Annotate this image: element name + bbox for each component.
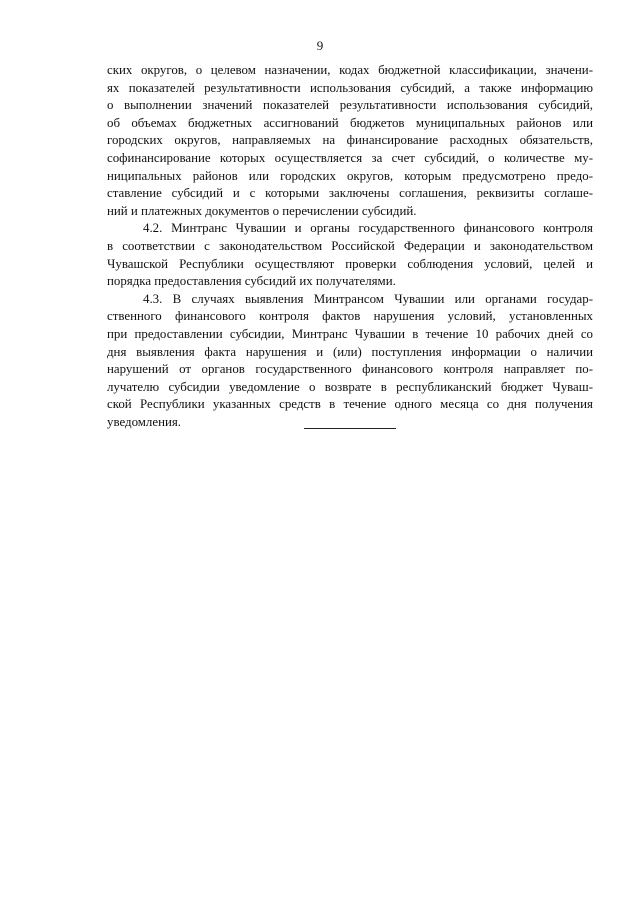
text-line: порядка предоставления субсидий их получателями. [107,274,396,289]
text-line: 4.3. В случаях выявления Минтрансом Чувашии или органами государ- [143,291,593,306]
text-line: ях показателей результативности использования субсидий, а также информацию [107,80,593,95]
text-line: лучателю субсидии уведомление о возврате в республиканский бюджет Чуваш- [107,379,593,394]
text-line: городских округов, направляемых на финансирование расходных обязательств, [107,133,593,148]
end-divider-line [304,428,396,429]
text-line: ниципальных районов или городских округов, которым предусмотрено предо- [107,168,593,183]
text-line: ской Республики указанных средств в течение одного месяца со дня получения [107,397,593,412]
text-line: ставление субсидий и с которыми заключены соглашения, реквизиты соглаше- [107,186,593,201]
paragraph-4-2 [107,220,593,290]
text-line: о выполнении значений показателей результативности использования субсидий, [107,98,593,113]
text-line: об объемах бюджетных ассигнований бюджетов муниципальных районов или [107,115,593,130]
text-line: в соответствии с законодательством Российской Федерации и законодательством [107,238,593,253]
text-line: софинансирование которых осуществляется за счет субсидий, о количестве му- [107,150,593,165]
paragraph-4-1-continuation [107,62,593,220]
text-line: ний и платежных документов о перечислении субсидий. [107,203,417,218]
text-line: ственного финансового контроля фактов нарушения условий, установленных [107,309,593,324]
paragraph-4-3 [107,291,593,432]
text-line: 4.2. Минтранс Чувашии и органы государственного финансового контроля [143,221,593,236]
text-line: уведомления. [107,414,182,429]
text-line: нарушений от органов государственного финансового контроля направляет по- [107,362,593,377]
document-body [107,62,593,431]
text-line: дня выявления факта нарушения и (или) поступления информации о наличии [107,344,593,359]
text-line: при предоставлении субсидии, Минтранс Чувашии в течение 10 рабочих дней со [107,326,593,341]
text-line: Чувашской Республики осуществляют проверки соблюдения условий, целей и [107,256,593,271]
page-number: 9 [316,38,324,53]
text-line: ских округов, о целевом назначении, кодах бюджетной классификации, значени- [107,63,593,77]
